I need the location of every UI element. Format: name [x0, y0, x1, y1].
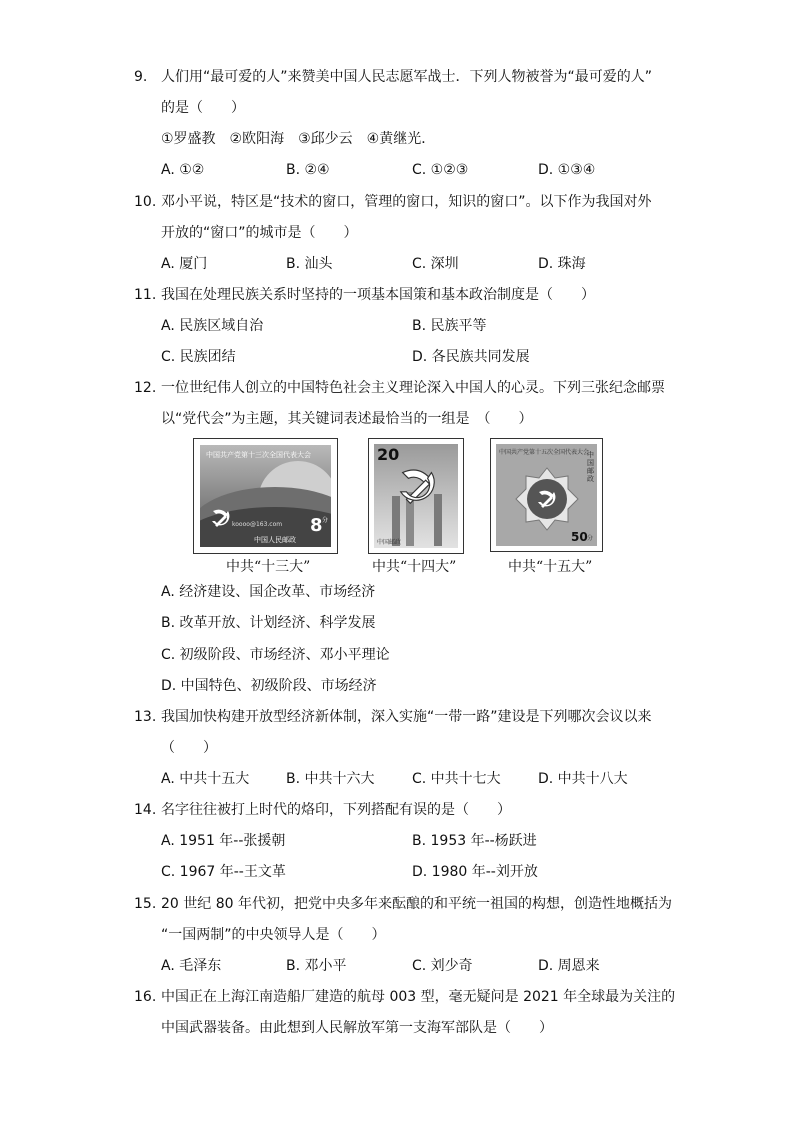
- option-d[interactable]: D. 1980 年--刘开放: [412, 864, 538, 880]
- option-c[interactable]: C. 初级阶段、市场经济、邓小平理论: [161, 647, 390, 663]
- stamp-country: 中国邮政: [377, 539, 402, 546]
- option-b[interactable]: B. 邓小平: [286, 958, 347, 974]
- option-b[interactable]: B. 民族平等: [412, 318, 487, 334]
- hammer-sickle-icon: [393, 461, 443, 511]
- question-text: 我国在处理民族关系时坚持的一项基本国策和基本政治制度是（ ）: [161, 287, 595, 303]
- question-text: 一位世纪伟人创立的中国特色社会主义理论深入中国人的心灵。下列三张纪念邮票: [161, 380, 665, 396]
- stamp-top-text: 中国共产党第十三次全国代表大会: [206, 451, 311, 459]
- stamp-country: 中国人民邮政: [254, 536, 296, 544]
- option-d[interactable]: D. 各民族共同发展: [412, 349, 530, 365]
- question-number: 10.: [134, 194, 157, 210]
- option-c[interactable]: C. ①②③: [412, 162, 469, 178]
- stamp-13th-congress: [193, 438, 338, 554]
- option-b[interactable]: B. 汕头: [286, 256, 333, 272]
- stamp-country: 中国邮政: [587, 451, 594, 483]
- option-c[interactable]: C. 中共十七大: [412, 771, 501, 787]
- option-a[interactable]: A. 经济建设、国企改革、市场经济: [161, 584, 376, 600]
- question-number: 15.: [134, 896, 157, 912]
- option-d[interactable]: D. 中共十八大: [538, 771, 628, 787]
- question-text: “一国两制”的中央领导人是（ ）: [161, 927, 386, 943]
- stamp-caption: 中共“十四大”: [372, 559, 457, 575]
- stamp-caption: 中共“十三大”: [226, 559, 311, 575]
- question-number: 12.: [134, 380, 157, 396]
- option-d[interactable]: D. ①③④: [538, 162, 596, 178]
- stamp-watermark: koooo@163.com: [232, 521, 283, 528]
- option-c[interactable]: C. 民族团结: [161, 349, 236, 365]
- question-text: 的是（ ）: [161, 100, 245, 116]
- option-b[interactable]: B. 中共十六大: [286, 771, 375, 787]
- question-text: 人们用“最可爱的人”来赞美中国人民志愿军战士．下列人物被誉为“最可爱的人”: [161, 69, 653, 85]
- option-a[interactable]: A. 民族区域自治: [161, 318, 264, 334]
- hammer-sickle-icon: [534, 486, 560, 512]
- question-number: 13.: [134, 709, 157, 725]
- stamp-value: 20: [377, 445, 400, 464]
- option-d[interactable]: D. 珠海: [538, 256, 586, 272]
- option-c[interactable]: C. 刘少奇: [412, 958, 473, 974]
- question-number: 11.: [134, 287, 157, 303]
- option-a[interactable]: A. 厦门: [161, 256, 208, 272]
- option-c[interactable]: C. 深圳: [412, 256, 459, 272]
- option-b[interactable]: B. ②④: [286, 162, 330, 178]
- stamp-14th-congress: [368, 438, 464, 554]
- stamp-value: 8: [310, 515, 323, 536]
- option-a[interactable]: A. 1951 年--张援朝: [161, 833, 286, 849]
- question-text: 开放的“窗口”的城市是（ ）: [161, 225, 358, 241]
- question-number: 14.: [134, 802, 157, 818]
- question-text: ①罗盛教 ②欧阳海 ③邱少云 ④黄继光．: [161, 131, 436, 147]
- stamp-top-text: 中国共产党第十五次全国代表大会: [499, 449, 590, 456]
- option-a[interactable]: A. ①②: [161, 162, 205, 178]
- option-b[interactable]: B. 1953 年--杨跃进: [412, 833, 537, 849]
- stamp-unit: 分: [587, 535, 594, 542]
- option-d[interactable]: D. 中国特色、初级阶段、市场经济: [161, 678, 377, 694]
- question-text: （ ）: [161, 740, 217, 756]
- stamp-15th-congress: [490, 438, 603, 552]
- option-a[interactable]: A. 中共十五大: [161, 771, 250, 787]
- option-b[interactable]: B. 改革开放、计划经济、科学发展: [161, 615, 376, 631]
- option-a[interactable]: A. 毛泽东: [161, 958, 222, 974]
- stamp-caption: 中共“十五大”: [508, 559, 593, 575]
- stamp-unit: 分: [322, 517, 329, 524]
- question-text: 以“党代会”为主题，其关键词表述最恰当的一组是 （ ）: [161, 411, 533, 427]
- question-number: 9.: [134, 69, 148, 85]
- question-text: 我国加快构建开放型经济新体制，深入实施“一带一路”建设是下列哪次会议以来: [161, 709, 652, 725]
- hammer-sickle-icon: [208, 505, 234, 531]
- option-c[interactable]: C. 1967 年--王文革: [161, 864, 286, 880]
- question-number: 16.: [134, 989, 157, 1005]
- question-text: 名字往往被打上时代的烙印，下列搭配有误的是（ ）: [161, 802, 511, 818]
- question-text: 中国武器装备。由此想到人民解放军第一支海军部队是（ ）: [161, 1020, 553, 1036]
- question-text: 邓小平说，特区是“技术的窗口，管理的窗口，知识的窗口”。以下作为我国对外: [161, 194, 652, 210]
- question-text: 20 世纪 80 年代初，把党中央多年来酝酿的和平统一祖国的构想，创造性地概括为: [161, 896, 672, 912]
- question-text: 中国正在上海江南造船厂建造的航母 003 型，毫无疑问是 2021 年全球最为关注的: [161, 989, 676, 1005]
- option-d[interactable]: D. 周恩来: [538, 958, 600, 974]
- stamp-value: 50: [571, 530, 588, 544]
